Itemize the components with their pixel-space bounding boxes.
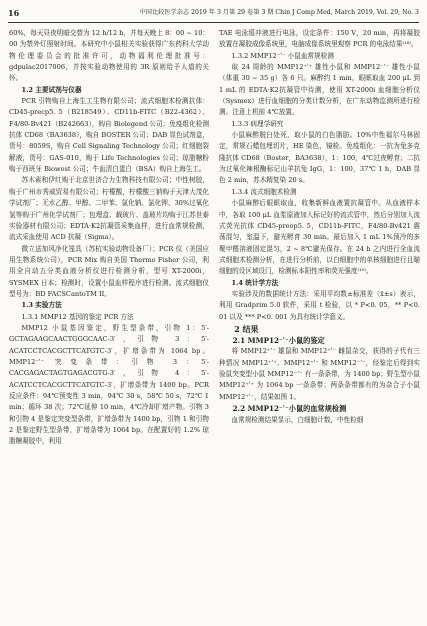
page-number: 16 <box>8 8 20 18</box>
subsection-heading-1-3-4: 1.3.4 流式细胞术检测 <box>231 187 297 196</box>
subsection-heading-1-3-1: 1.3.1 MMP12 基因的鉴定 PCR 方法 <box>21 312 134 321</box>
section-heading-2-2: 2.2 MMP12⁻ʹ⁻小鼠的血常规检测 <box>232 404 347 414</box>
paragraph: 苏木素和伊红购于北京世济合力生物科技有限公司；中性树胶，购于广州市秀威贸易有限公司；柠檬酸，柠檬酸三钠购于天津大茂化学试剂厂；无水乙醇、甲醇、二甲苯、氯化钠、氯化钾、30%过氧化氢等购于广州化学试剂厂；包埋盒、载玻片、盖玻片均购于江苏世泰实验器材有限公司；EDTA·K2抗凝管采集血样，进行血常规检测，流式采血使用 ACD 抗凝（Sigma）。 <box>9 176 209 242</box>
section-heading-1-3: 1.3 实验方法 <box>21 301 62 310</box>
right-column <box>219 28 420 426</box>
paragraph: 小鼠麻醉后眼眶取血，收集新鲜血液置抗凝管中。从血液样本中，各取 100 μL 血浆原液加入标记好的流式管中，然后分别加入流式荧光抗体 CD45-preop5. 5，CD11b-FITC，F4/80-Bv421 震荡混匀，室温下，避光孵育 30 min。最后加入 1 mL 1%预冷的多聚甲醛溶液固定混匀，2 ~ 8℃避光保存。在 24 h 之内进行全血流式细胞术检测分析，在进行分析前，以白细胞中的单核细胞进行且瞄细胞的设区域设门，检测标本阳性率和荧光强度⁽¹⁹⁾。 <box>219 199 420 276</box>
section-heading-1-2: 1.2 主要试剂与仪器 <box>21 85 82 94</box>
section-heading-1-4: 1.4 统计学方法 <box>231 278 279 287</box>
paragraph: 小鼠麻醉脱臼处死，取小鼠的白色脂肪。10%中性福尔马林固定，常规石蜡包埋切片，HE 染色，镜检。免疫组化：一抗为兔多克隆抗体 CD68（Boster，BA3638），1：100，4℃过夜孵育；二抗为过氧化辣根酶标记山羊抗兔 IgG，1：100，37℃ 1 h，DAB 显色 2 min，苏木精复染 20 s。 <box>219 131 420 185</box>
paragraph: 取 24 周龄的 MMP12⁺ʹ⁺ 雄性小鼠和 MMP12⁻ʹ⁻ 雄性小鼠（体重 30 ~ 35 g）各 6 只。麻醉约 1 min，眼眶取血 200 μL 到 1 mL 的 EDTA·K2抗凝管中待测，使用 XT-2000i 血细胞分析仪（Sysmex）进行血细胞的分类计数分析，在广东动物监测所进行检测。注意上机前 4℃放置。 <box>219 63 420 117</box>
subsection-heading-1-3-3: 1.3.3 病理学研究 <box>231 119 284 128</box>
paragraph: MMP12 小鼠基因鉴定，野生型条带，引物 1：5′-GCTAGAAGCAACTGGGCAAC-3′，引物 3：5′-ACATCCTCACGCTTCATGTC-3′，扩增条带为 1064 bp。MMP12⁻ʹ⁻ 突变条带：引物 3：5′-CACGAGACTAGTGAGACGTG-3′，引物 4：5′-ACATCCTCACGCTTCATGTC-3′，扩增条带为 1400 bp。PCR 反应条件：94℃预变性 3 min，94℃ 30 s，58℃ 50 s，72℃ 1 min；循环 38 次；72℃延伸 10 min，4℃冷却扩增产物。引物 3 和引物 4 是鉴定突变型条带，扩增条带为 1400 bp，引物 1 和引物 2 是鉴定野生型条带，扩增条带为 1064 bp。在配置好的 1.2% 琼脂糖凝胶中，利用 <box>9 323 209 446</box>
subsection-heading-1-3-2: 1.3.2 MMP12⁻ʹ⁻ 小鼠血常规检测 <box>231 51 334 60</box>
journal-citation: 中国比较医学杂志 2019 年 3 月第 29 卷第 3 期 Chin J Comp Med, March 2019, Vol. 29, No. 3 <box>139 9 419 16</box>
paragraph: 血常规检测结果显示，白细胞计数，中性粒细 <box>231 415 364 424</box>
paragraph: 微立送加风净化笼具（苏杭实验动物设备厂）；PCR 仪（美国应用生物系统公司），PCR Mix 购自美国 Thermo Fisher 公司，利用全自动五分类血液分析仪进行检测分析，型号 XT-2000i，SYSMEX 日本；检测时，设置小鼠血样程序进行检测。流式细胞仪型号为：BD FACSCantoTM II。 <box>9 244 209 298</box>
left-column <box>9 28 209 448</box>
section-heading-2-1: 2.1 MMP12⁻ʹ⁻小鼠的鉴定 <box>232 335 325 345</box>
paragraph: TAE 电泳缓冲液进行电泳，设定条件：150 V，20 min，再将凝胶放置在凝胶成像系统里，电脑成像系统里观察 PCR 的电泳结果⁽¹⁸⁾。 <box>219 29 420 49</box>
paragraph: 60%，每天昼夜明暗交替为 12 h/12 h，并每天晚上 8：00 ~ 10：00 为禁外灯照射时间。本研究中小鼠相关实验获得广东药科大学动物伦理委员会的批准许可，动物福利伦理批准号：gdpulac2017006，并按实验动物使用的 3R 原则给予人道的关怀。 <box>9 29 209 83</box>
section-heading-2: 2 结果 <box>234 323 259 334</box>
paragraph: 将 MMP12⁺ʹ⁻ 雄鼠和 MMP12⁺ʹ⁻ 雌鼠杂交，获得的子代有三种情况 MMP12⁺ʹ⁺、MMP12⁺ʹ⁻ 和 MMP12⁻ʹ⁻，经鉴定后得到实验鼠突变型小鼠 MMP12⁻ʹ⁻ 有一条条带，为 1400 bp；野生型小鼠 MMP12⁺ʹ⁺ 为 1064 bp 一条条带；两条条带都有的为杂合子小鼠 MMP12⁺ʹ⁻，结果如图 1。 <box>219 347 420 401</box>
paragraph: PCR 引物购自上海生工生物有限公司；流式细胞术检测抗体：CD45-precp5. 5（B218549）、CD11b-FITC（B22-4362）、F4/80-Bv421（B242663），购自 Biolegend 公司；免疫组化检测抗体 CD68（BA3638），购自 BOSTER 公司；DAB 显色试剂盒，货号：8059S，购自 Cell Signaling Technology 公司；红细胞裂解液，货号：GAS-010，购于 Life Technologies 公司；琼脂糖粉购于西班牙 Biowest 公司；牛血清白蛋白（BSA）购自上海生工。 <box>9 97 209 174</box>
paragraph: 实验涉及的数据统计方法：采用平均数±标准差（x̄±s）表示，利用 Gradprim 5.0 软件，采用 t 检验，以 * P<0. 05，** P<0. 01 以及 *** P<0. 001 为具有统计学意义。 <box>219 289 420 321</box>
running-header <box>8 4 419 23</box>
